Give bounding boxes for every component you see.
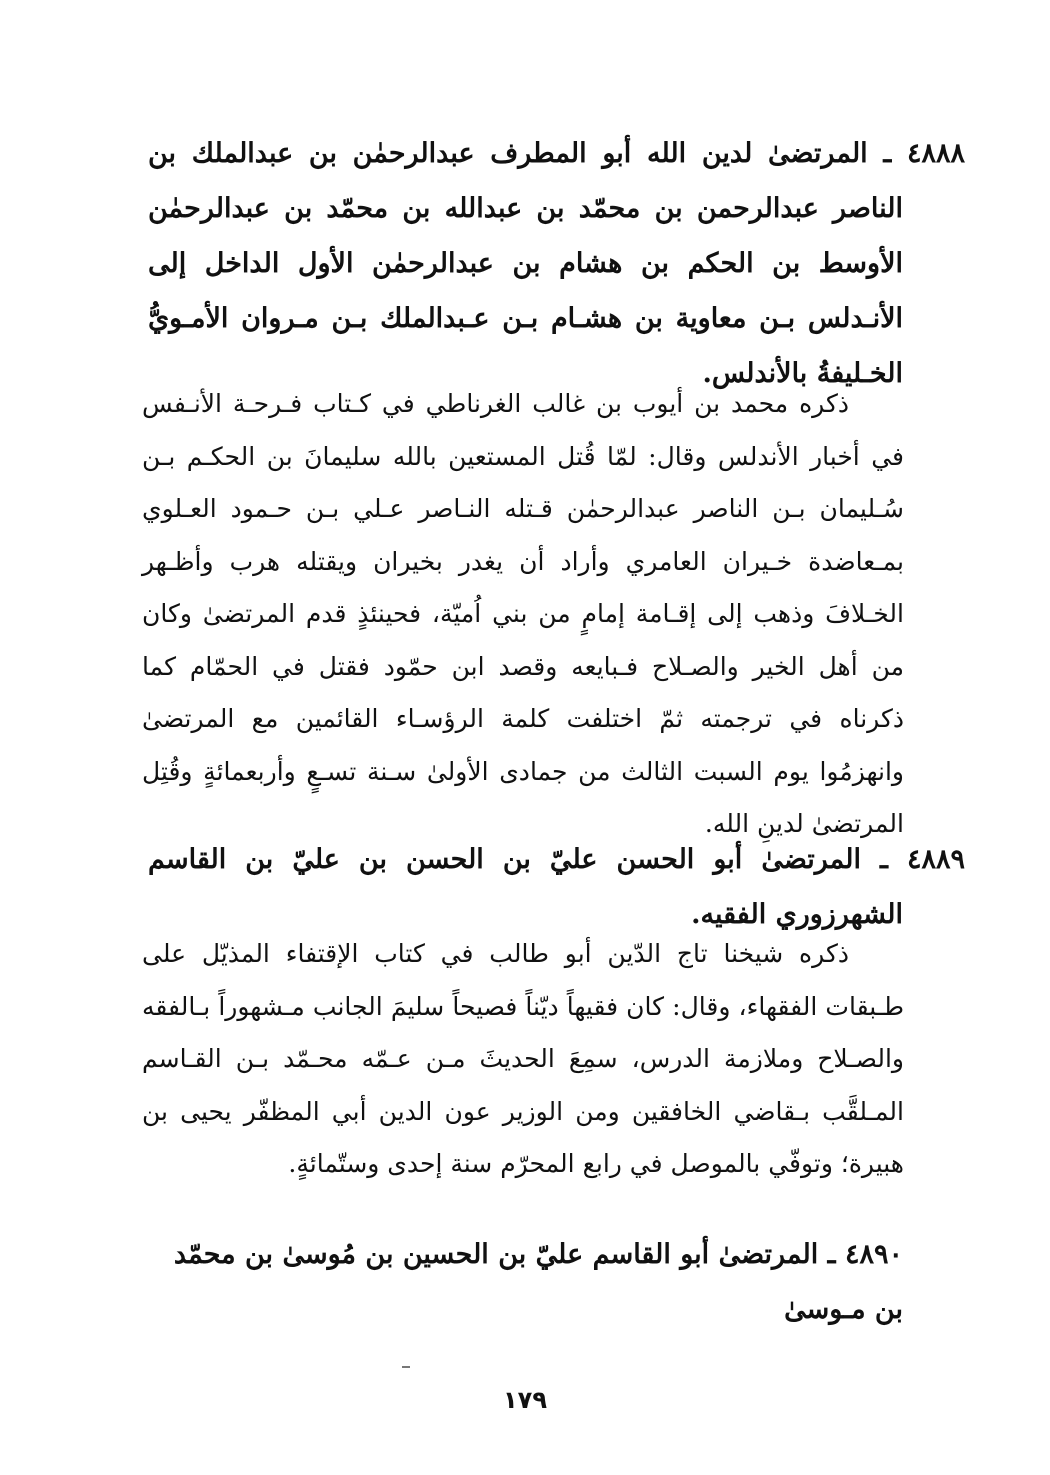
- print-speck: [402, 1366, 410, 1368]
- entry-paragraph: ذكره شيخنا تاج الدّين أبو طالب في كتاب الإقتفاء المذيّل على طـبقات الفقهاء، وقال: كان فقيهاً ديّناً فصيحاً سليمَ الجانب مـشهوراً بـالفقه والصـلاح وملازمة الدرس، سمِعَ الحديثَ مـن عـمّه محـمّد بـن القـاسم المـلقَّب بـقاضي الخافقين ومن الوزير عون الدين أبي المظفّر يحيى بن هبيرة؛ وتوفّي بالموصل في رابع المحرّم سنة إحدى وستّمائةٍ.: [142, 939, 904, 1178]
- entry-paragraph: ذكره محمد بن أيوب بن غالب الغرناطي في كـتاب فـرحـة الأنـفس في أخبار الأندلس وقال: لمّا قُتل المستعين بالله سليمانَ بن الحكـم بـن سُـليمان بـن الناصر عبدالرحمٰن قـتله النـاصر عـلي بـن حـمود العـلوي بمـعاضدة خـيران العامري وأراد أن يغدر بخيران ويقتله هرب وأظـهر الخـلافَ وذهب إلى إقـامة إمامٍ من بني اُميّة، فحينئذٍ قدم المرتضىٰ وكان من أهل الخير والصـلاح فـبايعه وقصد ابن حمّود فقتل في الحمّام كما ذكرناه في ترجمته ثمّ اختلفت كلمة الرؤسـاء القائمين مع المرتضىٰ وانهزمُوا يوم السبت الثالث من جمادى الأولىٰ سـنة تسـعٍ وأربعمائةٍ وقُتِل المرتضىٰ لدينِ الله.: [142, 389, 904, 838]
- entry-heading-text: ـ المرتضىٰ أبو القاسم عليّ بن الحسين بن مُوسىٰ بن محمّد بن مـوسىٰ: [173, 1239, 903, 1325]
- entry-heading-4890: [148, 1227, 903, 1337]
- page-number: ١٧٩: [503, 1386, 547, 1414]
- entry-body-4888: [142, 378, 904, 851]
- entry-number: ٤٨٨٩: [906, 844, 965, 875]
- entry-body-4889: [142, 928, 904, 1191]
- entry-number: ٤٨٨٨: [906, 138, 965, 169]
- entry-number: ٤٨٩٠: [844, 1239, 903, 1270]
- entry-heading-4888: [148, 126, 965, 401]
- entry-heading-text: ـ المرتضىٰ لدين الله أبو المطرف عبدالرحمٰن بن عبدالملك بن الناصر عبدالرحمن بن محمّد بن عبدالله بن محمّد بن عبدالرحمٰن الأوسط بن الحكم بن هشام بن عبدالرحمٰن الأول الداخل إلى الأنـدلس بـن معاوية بن هشـام بـن عـبدالملك بـن مـروان الأمـويُّ الخـليفةُ بالأندلس.: [148, 138, 903, 389]
- entry-heading-text: ـ المرتضىٰ أبو الحسن عليّ بن الحسن بن عليّ بن القاسم الشهرزوري الفقيه.: [148, 844, 903, 930]
- entry-heading-4889: [148, 832, 965, 942]
